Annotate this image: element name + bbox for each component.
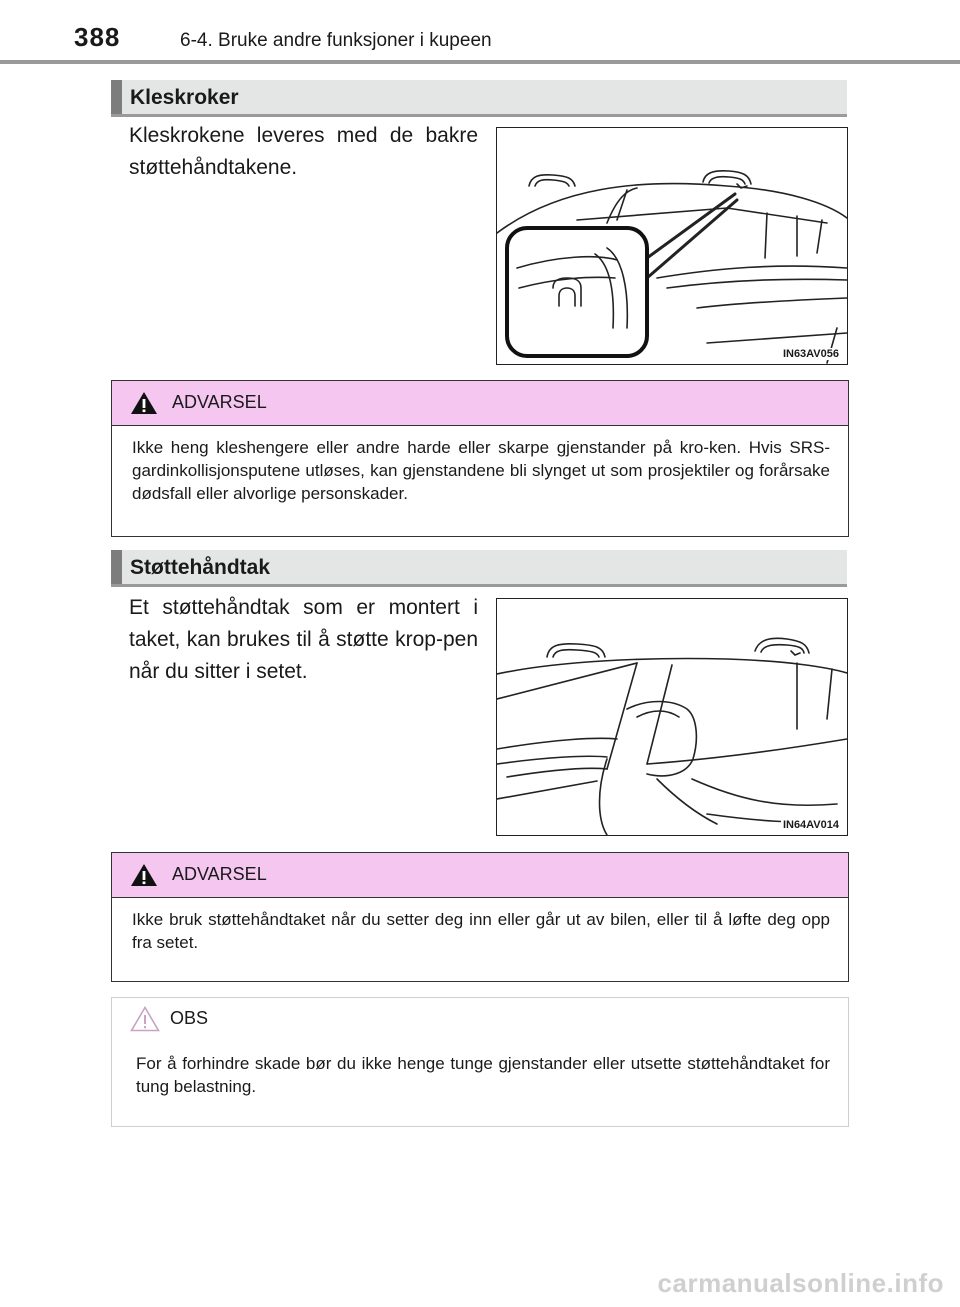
note-header (112, 998, 848, 1040)
warning-text: Ikke bruk støttehåndtaket når du setter deg inn eller går ut av bilen, eller til å løfte deg opp fra setet. (132, 910, 830, 952)
coat-hook-illustration (497, 128, 847, 364)
warning-text: Ikke heng kleshengere eller andre harde eller skarpe gjenstander på kro-ken. Hvis SRS-gardinkollisjonsputene utløses, kan gjenstandene bli slynget ut som prosjektiler og forårsake dødsfall eller alvorlige personskader. (132, 438, 830, 503)
warning-box-coat-hooks (111, 380, 849, 537)
section-marker (111, 80, 122, 114)
warning-triangle-outline-icon (130, 1006, 160, 1037)
warning-triangle-filled-icon (130, 391, 158, 420)
warning-label: ADVARSEL (172, 864, 267, 884)
figure-coat-hooks (496, 127, 848, 365)
chapter-title: 6-4. Bruke andre funksjoner i kupeen (180, 30, 492, 51)
warning-header (112, 853, 848, 898)
section-marker (111, 550, 122, 584)
section-title: Kleskroker (130, 86, 239, 109)
figure-assist-grips (496, 598, 848, 836)
section-body-text: Et støttehåndtak som er montert i taket, kan brukes til å støtte krop-pen når du sitter i setet. (129, 596, 478, 683)
assist-grip-illustration (497, 599, 847, 835)
note-text: For å forhindre skade bør du ikke henge tunge gjenstander eller utsette støttehåndtaket for tung belastning. (136, 1054, 830, 1096)
warning-header (112, 381, 848, 426)
header-rule (0, 60, 960, 64)
warning-label: ADVARSEL (172, 392, 267, 412)
section-body-text: Kleskrokene leveres med de bakre støttehåndtakene. (129, 124, 478, 179)
warning-box-assist-grips (111, 852, 849, 982)
page-header (0, 0, 960, 66)
figure-code: IN64AV014 (782, 819, 839, 831)
warning-triangle-filled-icon (130, 863, 158, 892)
section-heading-kleskroker (111, 80, 847, 117)
note-label: OBS (170, 1008, 209, 1028)
section-title: Støttehåndtak (130, 556, 271, 579)
note-box-obs (111, 997, 849, 1127)
section-heading-stottehandtak (111, 550, 847, 587)
page-number: 388 (74, 22, 121, 52)
figure-code: IN63AV056 (782, 348, 839, 360)
watermark: carmanualsonline.info (657, 1268, 944, 1298)
